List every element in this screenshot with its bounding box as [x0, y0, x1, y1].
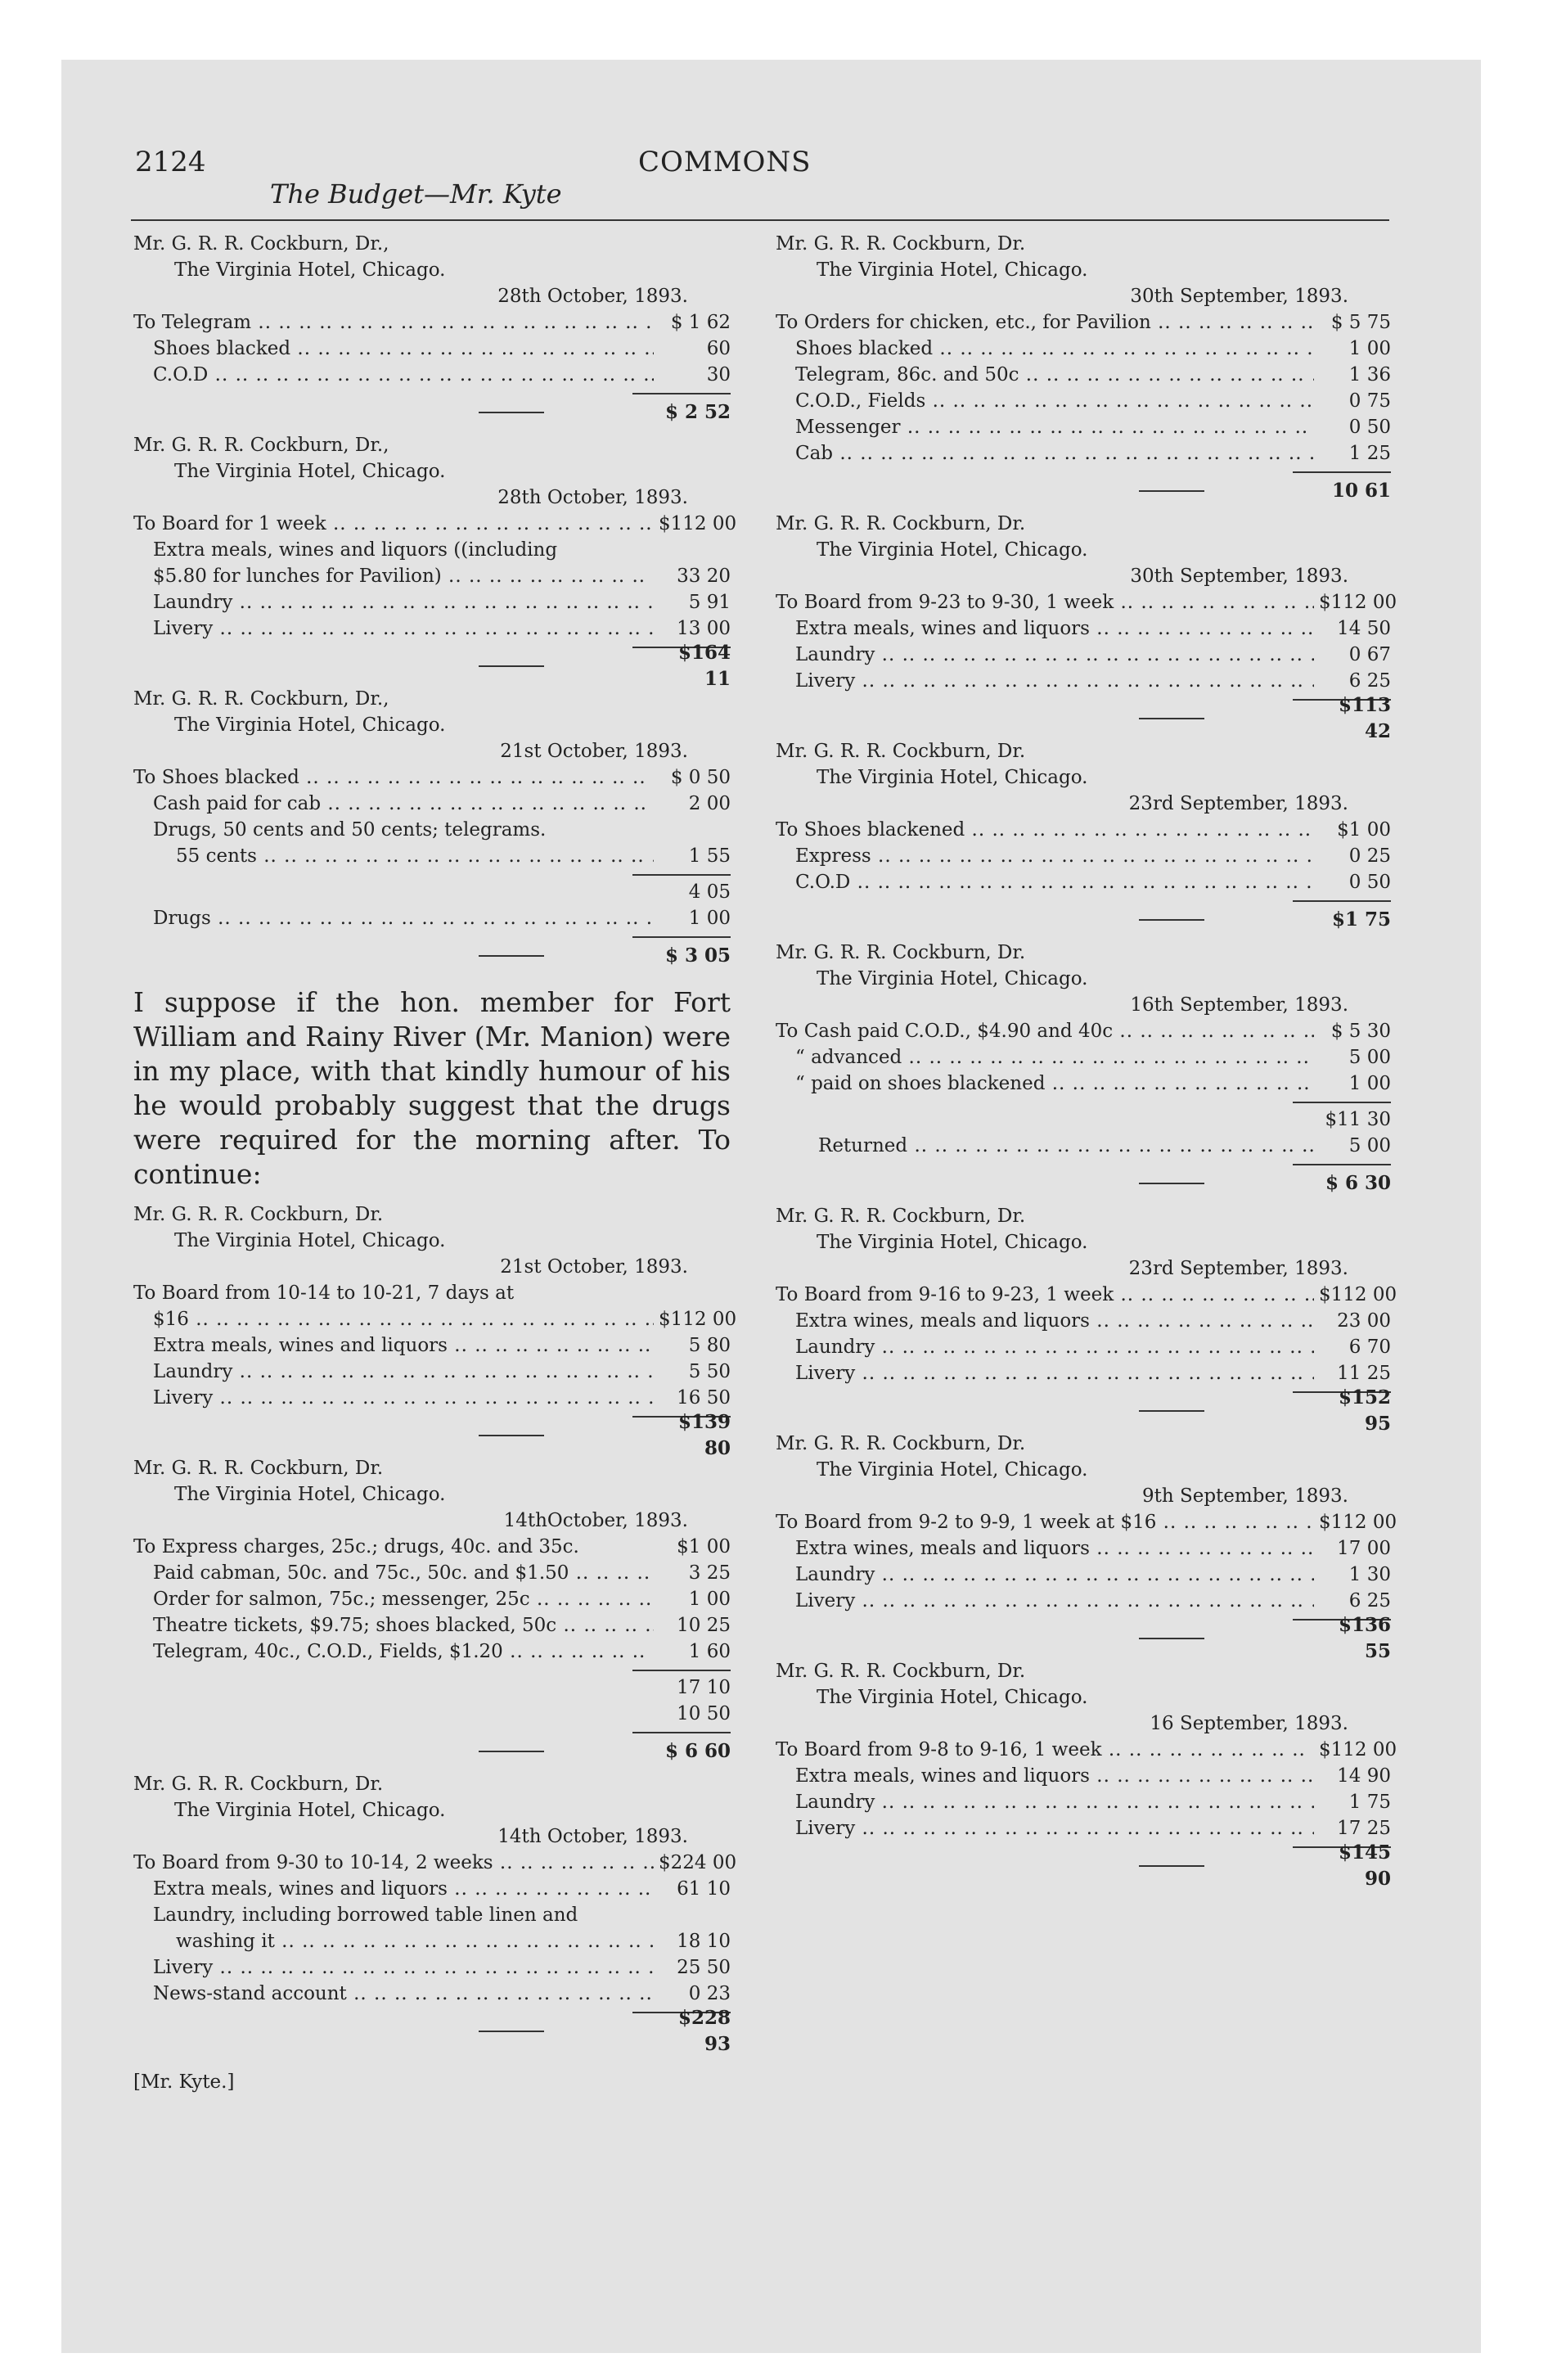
line-item — [133, 1954, 731, 1981]
line-item-label: To Board from 9-23 to 9-30, 1 week .. .. — [776, 589, 1314, 615]
line-item — [776, 1763, 1391, 1789]
entry-date: 16th September, 1893. — [1130, 994, 1348, 1016]
entry-date: 23rd September, 1893. — [1128, 1258, 1348, 1279]
total-dash — [1139, 1638, 1204, 1639]
subhead: The Budget—Mr. Kyte — [270, 178, 562, 210]
line-item-amount: 6 25 — [1348, 1590, 1391, 1611]
line-item-label: To Cash paid C.O.D., $4.90 and 40c .. .. — [776, 1018, 1314, 1044]
total-rule — [1293, 1164, 1391, 1165]
line-item-label: Extra meals, wines and liquors ((including — [153, 539, 558, 561]
line-item-amount: 13 00 — [677, 618, 731, 639]
line-item — [776, 1360, 1391, 1386]
line-item — [776, 1737, 1397, 1763]
line-item-amount: 0 25 — [1348, 845, 1391, 867]
line-item-label: Drugs .. .. — [133, 905, 654, 931]
line-item-amount: 1 00 — [688, 908, 731, 929]
line-item-label: Extra wines, meals and liquors .. .. — [776, 1535, 1314, 1562]
entry-total — [776, 905, 1391, 935]
total-amount: $228 93 — [677, 2007, 731, 2055]
line-item — [133, 362, 731, 388]
line-item — [776, 1071, 1391, 1097]
account-name: Mr. G. R. R. Cockburn, Dr. — [776, 1206, 1026, 1227]
total-dash — [479, 1435, 544, 1436]
entry-date: 28th October, 1893. — [497, 286, 688, 307]
account-entry — [133, 1455, 731, 1766]
entry-total — [776, 1169, 1391, 1198]
line-item-label: To Telegram .. .. — [133, 309, 654, 336]
hotel-name: The Virginia Hotel, Chicago. — [174, 714, 446, 736]
line-item — [776, 1789, 1391, 1815]
line-item — [133, 511, 737, 537]
account-name: Mr. G. R. R. Cockburn, Dr. — [776, 513, 1026, 534]
entry-total — [776, 1841, 1391, 1890]
line-item-label: Express .. .. — [776, 843, 1314, 869]
entry-date: 23rd September, 1893. — [1128, 793, 1348, 814]
line-item — [776, 1334, 1391, 1360]
line-item — [776, 642, 1391, 668]
line-item-label: Livery .. .. — [133, 1954, 654, 1981]
line-item-amount: 0 50 — [1348, 872, 1391, 893]
line-item-amount: 1 36 — [1348, 364, 1391, 385]
line-item-label: Extra meals, wines and liquors .. .. — [776, 1763, 1314, 1789]
line-item-amount: 33 20 — [677, 566, 731, 587]
total-amount: $136 55 — [1338, 1614, 1391, 1662]
total-rule — [632, 1732, 731, 1733]
total-dash — [1139, 1183, 1204, 1184]
line-item — [133, 1639, 731, 1665]
line-item-label: washing it .. .. — [133, 1928, 654, 1954]
line-item — [776, 1509, 1397, 1535]
line-item-label: Telegram, 40c., C.O.D., Fields, $1.20 .. .. — [133, 1639, 654, 1665]
total-amount: $ 6 30 — [1325, 1172, 1391, 1194]
line-item — [133, 1280, 731, 1306]
line-item-amount: 0 75 — [1348, 390, 1391, 412]
line-item-label: Laundry, including borrowed table linen and — [153, 1904, 578, 1926]
line-item — [133, 1586, 731, 1612]
account-entry — [133, 432, 737, 690]
line-item-label: To Shoes blacked .. .. — [133, 764, 654, 791]
line-item-amount: 6 70 — [1348, 1336, 1391, 1358]
total-amount: $113 42 — [1338, 694, 1391, 742]
account-name: Mr. G. R. R. Cockburn, Dr., — [133, 688, 389, 710]
line-item-amount: 60 — [706, 338, 731, 359]
line-item-label: Order for salmon, 75c.; messenger, 25c .. .. — [133, 1586, 654, 1612]
line-item-amount: 1 00 — [1348, 338, 1391, 359]
subtotal — [776, 1107, 1391, 1133]
line-item-label: To Board from 9-2 to 9-9, 1 week at $16 .. .. — [776, 1509, 1314, 1535]
subtotal-rule — [1293, 1102, 1391, 1103]
line-item — [133, 615, 731, 642]
entry-total — [776, 1386, 1391, 1435]
line-item-label: Laundry .. .. — [133, 1359, 654, 1385]
line-item-label: “ paid on shoes blackened .. .. — [776, 1071, 1314, 1097]
line-item — [776, 1562, 1391, 1588]
account-entry — [133, 1201, 737, 1459]
line-item-label: C.O.D .. .. — [776, 869, 1314, 895]
entry-date: 28th October, 1893. — [497, 487, 688, 508]
line-item — [776, 869, 1391, 895]
line-item-amount: $ 0 50 — [670, 767, 731, 788]
line-item-amount: 5 00 — [1348, 1047, 1391, 1068]
line-item-label: Paid cabman, 50c. and 75c., 50c. and $1.50 .. .. — [133, 1560, 654, 1586]
line-item-amount: 5 80 — [688, 1335, 731, 1356]
account-name: Mr. G. R. R. Cockburn, Dr. — [776, 1433, 1026, 1454]
line-item-label: Extra meals, wines and liquors .. .. — [776, 615, 1314, 642]
line-item — [776, 1133, 1391, 1159]
total-dash — [1139, 1865, 1204, 1867]
line-item-label: Cab .. .. — [776, 440, 1314, 467]
line-item-amount: 61 10 — [677, 1878, 731, 1900]
line-item-label: $16 .. .. — [133, 1306, 654, 1332]
line-item-label: Laundry .. .. — [776, 1334, 1314, 1360]
line-item-amount: 0 23 — [688, 1983, 731, 2004]
line-item — [133, 589, 731, 615]
line-item-amount: 17 00 — [1337, 1538, 1391, 1559]
hotel-name: The Virginia Hotel, Chicago. — [174, 259, 446, 281]
line-item-amount: $ 5 30 — [1330, 1021, 1391, 1042]
line-item — [133, 843, 731, 869]
subtotal-second — [133, 1701, 731, 1727]
line-item — [776, 1018, 1391, 1044]
entry-date: 21st October, 1893. — [500, 1256, 688, 1278]
line-item-amount: 5 50 — [688, 1361, 731, 1382]
total-rule — [632, 393, 731, 394]
total-amount: $145 90 — [1338, 1841, 1391, 1890]
hotel-name: The Virginia Hotel, Chicago. — [817, 767, 1088, 788]
line-item-amount: 10 25 — [677, 1615, 731, 1636]
line-item — [776, 1535, 1391, 1562]
line-item-amount: 11 25 — [1337, 1363, 1391, 1384]
line-item-label: Livery .. .. — [133, 1385, 654, 1411]
account-name: Mr. G. R. R. Cockburn, Dr., — [133, 233, 389, 255]
line-item-amount: $ 5 75 — [1330, 312, 1391, 333]
line-item-label: Extra wines, meals and liquors .. .. — [776, 1308, 1314, 1334]
entry-date: 30th September, 1893. — [1130, 286, 1348, 307]
line-item-label: To Board for 1 week .. .. — [133, 511, 654, 537]
line-item — [776, 817, 1391, 843]
account-entry — [776, 738, 1391, 935]
entry-total — [133, 2007, 731, 2055]
line-item — [133, 1902, 731, 1928]
line-item-amount: 2 00 — [688, 793, 731, 814]
line-item-amount: $112 00 — [1319, 592, 1397, 613]
line-item-label: Livery .. .. — [776, 1360, 1314, 1386]
line-item — [133, 905, 731, 931]
subtotal-rule — [632, 874, 731, 876]
line-item-amount: 25 50 — [677, 1957, 731, 1978]
line-item-amount: $1 00 — [1337, 819, 1391, 841]
line-item-amount: $ 1 62 — [670, 312, 731, 333]
line-item-amount: 1 55 — [688, 845, 731, 867]
line-item — [133, 1560, 731, 1586]
account-entry — [776, 1658, 1397, 1890]
total-dash — [479, 955, 544, 957]
total-dash — [1139, 1410, 1204, 1412]
line-item-label: Drugs, 50 cents and 50 cents; telegrams. — [153, 819, 547, 841]
line-item — [133, 1850, 737, 1876]
line-item — [133, 1306, 737, 1332]
line-item-label: Shoes blacked .. .. — [776, 336, 1314, 362]
line-item-label: News-stand account .. .. — [133, 1981, 654, 2007]
line-item-label: Livery .. .. — [776, 1588, 1314, 1614]
account-name: Mr. G. R. R. Cockburn, Dr. — [133, 1204, 384, 1225]
account-entry — [133, 686, 731, 971]
line-item-label: To Board from 9-30 to 10-14, 2 weeks .. .. — [133, 1850, 654, 1876]
subtotal-value: 17 10 — [677, 1677, 731, 1698]
entry-total — [133, 1737, 731, 1766]
total-dash — [479, 665, 544, 667]
account-name: Mr. G. R. R. Cockburn, Dr., — [133, 435, 389, 456]
hotel-name: The Virginia Hotel, Chicago. — [174, 1484, 446, 1505]
subtotal-second-value: 10 50 — [677, 1703, 731, 1724]
total-amount: $152 95 — [1338, 1386, 1391, 1435]
line-item — [133, 1534, 731, 1560]
account-entry — [776, 1431, 1397, 1662]
line-item-label: Laundry .. .. — [776, 1789, 1314, 1815]
total-amount: $139 80 — [677, 1411, 731, 1459]
entry-date: 14th October, 1893. — [497, 1826, 688, 1847]
line-item — [133, 537, 731, 563]
total-rule — [1293, 900, 1391, 902]
total-amount: $1 75 — [1331, 908, 1391, 931]
line-item-amount: $112 00 — [659, 513, 737, 534]
subtotal-value: $11 30 — [1325, 1109, 1391, 1130]
line-item — [133, 764, 731, 791]
line-item-label: Laundry .. .. — [133, 589, 654, 615]
line-item — [133, 1359, 731, 1385]
line-item — [776, 1308, 1391, 1334]
line-item-label: $5.80 for lunches for Pavilion) .. .. — [133, 563, 654, 589]
entry-date: 30th September, 1893. — [1130, 566, 1348, 587]
line-item — [776, 668, 1391, 694]
account-entry — [133, 231, 731, 427]
account-entry — [776, 1203, 1397, 1435]
line-item-amount: $112 00 — [1319, 1284, 1397, 1305]
entry-total — [776, 476, 1391, 506]
line-item — [776, 362, 1391, 388]
subtotal — [133, 879, 731, 905]
line-item — [133, 817, 731, 843]
page-number: 2124 — [135, 146, 206, 178]
line-item-amount: 30 — [706, 364, 731, 385]
line-item — [776, 440, 1391, 467]
line-item — [133, 309, 731, 336]
line-item-amount: 14 90 — [1337, 1765, 1391, 1787]
hotel-name: The Virginia Hotel, Chicago. — [817, 1459, 1088, 1481]
hotel-name: The Virginia Hotel, Chicago. — [817, 968, 1088, 989]
line-item-label: C.O.D., Fields .. .. — [776, 388, 1314, 414]
line-item-label: Cash paid for cab .. .. — [133, 791, 654, 817]
line-item — [776, 309, 1391, 336]
right-column — [776, 231, 1397, 1890]
hotel-name: The Virginia Hotel, Chicago. — [174, 1230, 446, 1251]
line-item — [776, 589, 1397, 615]
line-item-label: Messenger .. .. — [776, 414, 1314, 440]
hotel-name: The Virginia Hotel, Chicago. — [817, 259, 1088, 281]
line-item-label: To Shoes blackened .. .. — [776, 817, 1314, 843]
line-item-amount: $112 00 — [1319, 1739, 1397, 1760]
entry-total — [776, 1614, 1391, 1662]
line-item — [133, 1928, 731, 1954]
line-item-amount: 17 25 — [1337, 1818, 1391, 1839]
account-entry — [776, 511, 1397, 742]
line-item-amount: 1 25 — [1348, 443, 1391, 464]
total-dash — [479, 412, 544, 413]
total-dash — [1139, 718, 1204, 719]
line-item-label: “ advanced .. .. — [776, 1044, 1314, 1071]
line-item-amount: $112 00 — [659, 1309, 737, 1330]
line-item — [776, 615, 1391, 642]
line-item-label: To Board from 10-14 to 10-21, 7 days at — [133, 1282, 515, 1304]
line-item-label: C.O.D .. .. — [133, 362, 654, 388]
line-item-amount: $112 00 — [1319, 1512, 1397, 1533]
line-item-amount: 6 25 — [1348, 670, 1391, 692]
line-item-amount: 16 50 — [677, 1387, 731, 1409]
account-name: Mr. G. R. R. Cockburn, Dr. — [133, 1774, 384, 1795]
left-column — [133, 231, 737, 2095]
account-entry — [776, 940, 1391, 1198]
hotel-name: The Virginia Hotel, Chicago. — [817, 539, 1088, 561]
total-amount: $ 3 05 — [664, 944, 731, 967]
line-item-amount: 18 10 — [677, 1931, 731, 1952]
header-rule — [131, 219, 1389, 221]
line-item-label: Extra meals, wines and liquors .. .. — [133, 1332, 654, 1359]
line-item-amount: 1 00 — [688, 1589, 731, 1610]
line-item — [133, 1385, 731, 1411]
line-item-amount: 1 75 — [1348, 1792, 1391, 1813]
line-item-label: To Orders for chicken, etc., for Pavilion .. .. — [776, 309, 1314, 336]
total-amount: 10 61 — [1331, 480, 1391, 502]
account-name: Mr. G. R. R. Cockburn, Dr. — [776, 1661, 1026, 1682]
line-item — [776, 414, 1391, 440]
line-item-label: Extra meals, wines and liquors .. .. — [133, 1876, 654, 1902]
line-item-amount: $1 00 — [677, 1536, 731, 1557]
subtotal — [133, 1675, 731, 1701]
total-amount: $164 11 — [677, 642, 731, 690]
line-item-amount: 23 00 — [1337, 1310, 1391, 1332]
line-item-label: To Board from 9-8 to 9-16, 1 week .. .. — [776, 1737, 1314, 1763]
subtotal-rule — [632, 1670, 731, 1671]
account-name: Mr. G. R. R. Cockburn, Dr. — [776, 942, 1026, 963]
line-item — [133, 1332, 731, 1359]
line-item-label: Laundry .. .. — [776, 1562, 1314, 1588]
line-item-amount: 1 60 — [688, 1641, 731, 1662]
entry-total — [133, 941, 731, 971]
line-item-amount: 5 91 — [688, 592, 731, 613]
line-item — [776, 843, 1391, 869]
total-dash — [1139, 490, 1204, 492]
total-dash — [1139, 919, 1204, 921]
total-dash — [479, 2031, 544, 2032]
total-dash — [479, 1751, 544, 1752]
account-entry — [133, 1771, 737, 2055]
entry-date: 16 September, 1893. — [1150, 1713, 1348, 1734]
entry-date: 21st October, 1893. — [500, 741, 688, 762]
entry-date: 9th September, 1893. — [1141, 1485, 1348, 1507]
line-item — [133, 1981, 731, 2007]
line-item — [776, 336, 1391, 362]
line-item-label: To Express charges, 25c.; drugs, 40c. and 35c. — [133, 1536, 579, 1557]
account-name: Mr. G. R. R. Cockburn, Dr. — [776, 233, 1026, 255]
line-item-amount: 14 50 — [1337, 618, 1391, 639]
line-item-amount: 0 50 — [1348, 417, 1391, 438]
total-rule — [1293, 471, 1391, 473]
line-item — [133, 791, 731, 817]
line-item — [776, 1044, 1391, 1071]
line-item-label: Livery .. .. — [133, 615, 654, 642]
line-item-amount: $224 00 — [659, 1852, 737, 1873]
speaker-tag: [Mr. Kyte.] — [133, 2071, 235, 2093]
line-item-amount: 1 30 — [1348, 1564, 1391, 1585]
entry-total — [133, 1411, 731, 1459]
account-name: Mr. G. R. R. Cockburn, Dr. — [776, 741, 1026, 762]
line-item-label: Telegram, 86c. and 50c .. .. — [776, 362, 1314, 388]
line-item-label: Livery .. .. — [776, 1815, 1314, 1841]
hotel-name: The Virginia Hotel, Chicago. — [174, 461, 446, 482]
subtotal-value: 4 05 — [688, 881, 731, 903]
line-item — [133, 336, 731, 362]
entry-total — [133, 398, 731, 427]
account-entry — [776, 231, 1391, 506]
hotel-name: The Virginia Hotel, Chicago. — [817, 1687, 1088, 1708]
running-head: COMMONS — [638, 146, 812, 178]
entry-total — [776, 694, 1391, 742]
account-name: Mr. G. R. R. Cockburn, Dr. — [133, 1458, 384, 1479]
line-item — [133, 563, 731, 589]
entry-total — [133, 642, 731, 690]
line-item-label: 55 cents .. .. — [133, 843, 654, 869]
line-item — [776, 1588, 1391, 1614]
hotel-name: The Virginia Hotel, Chicago. — [817, 1232, 1088, 1253]
line-item-label: Returned .. .. — [776, 1133, 1314, 1159]
line-item — [776, 388, 1391, 414]
line-item — [776, 1815, 1391, 1841]
entry-date: 14thOctober, 1893. — [503, 1510, 688, 1531]
line-item-label: Shoes blacked .. .. — [133, 336, 654, 362]
line-item — [133, 1612, 731, 1639]
total-rule — [632, 936, 731, 938]
line-item-label: To Board from 9-16 to 9-23, 1 week .. .. — [776, 1282, 1314, 1308]
line-item-label: Livery .. .. — [776, 668, 1314, 694]
line-item-amount: 5 00 — [1348, 1135, 1391, 1156]
total-amount: $ 2 52 — [664, 401, 731, 423]
line-item-label: Theatre tickets, $9.75; shoes blacked, 50c .. .. — [133, 1612, 654, 1639]
line-item-amount: 1 00 — [1348, 1073, 1391, 1094]
line-item-amount: 0 67 — [1348, 644, 1391, 665]
speech-paragraph: I suppose if the hon. member for Fort William and Rainy River (Mr. Manion) were in my place, with that kindly humour of his he would probably suggest that the drugs were required for the morning after. To continue: — [133, 986, 731, 1190]
line-item-amount: 3 25 — [688, 1562, 731, 1584]
line-item — [133, 1876, 731, 1902]
total-amount: $ 6 60 — [664, 1740, 731, 1762]
line-item — [776, 1282, 1397, 1308]
line-item-label: Laundry .. .. — [776, 642, 1314, 668]
hotel-name: The Virginia Hotel, Chicago. — [174, 1800, 446, 1821]
